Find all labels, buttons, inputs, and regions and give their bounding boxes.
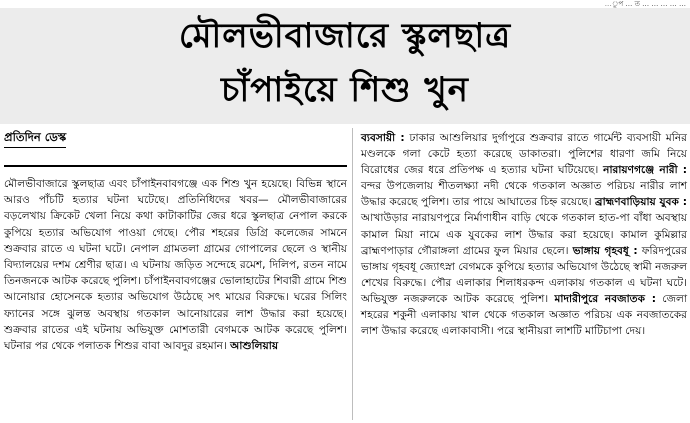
text-narayanganj: বন্দর উপজেলায় শীতলক্ষ্যা নদী থেকে গতকাল অজ্ঞাত পরিচয় নারীর লাশ উদ্ধার করেছে পুলিশ। তার পায়ে আঘাতের চিহ্ন রয়েছে। (361, 180, 687, 209)
left-column-body (4, 176, 347, 354)
text-bhanga: ফরিদপুরের ভাঙ্গায় গৃহবধূ জ্যোৎস্না বেগমকে কুপিয়ে হত্যার অভিযোগ উঠেছে স্বামী নজরুল শেখের বিরুদ্ধে। পৌর এলাকার শিলাধরকন্দ এলাকায় গতকাল এ ঘটনা ঘটে। অভিযুক্ত নজরুলকে আটক করেছে পুলিশ। (361, 244, 687, 305)
text-businessman: ঢাকার আশুলিয়ার দুর্গাপুরে শুক্রবার রাতে গার্মেন্ট ব্যবসায়ী মনির মণ্ডলকে গলা কেটে হত্যা করেছে ডাকাতরা। পুলিশের ধারণা জমি নিয়ে বিরোধের জের ধরে প্রতিপক্ষ এ হত্যার ঘটনা ঘটিয়েছে। (361, 132, 687, 177)
left-column (4, 128, 347, 148)
column-divider (352, 128, 353, 420)
label-narayanganj: নারায়ণগঞ্জে নারী : (603, 164, 687, 177)
article-lead-text: মৌলভীবাজারে স্কুলছাত্র এবং চাঁপাইনবাবগঞ্জে এক শিশু খুন হয়েছে। বিভিন্ন স্থানে আরও পাঁচটি হত্যার ঘটনা ঘটেছে। প্রতিনিধিদের খবর— মৌলভীবাজারের বড়লেখায় ক্রিকেট খেলা নিয়ে কথা কাটাকাটির জের ধরে স্কুলছাত্র নেপাল করকে কুপিয়ে হত্যার অভিযোগ পাওয়া গেছে। পৌর শহরের ডিগ্রি কলেজের সামনে শুক্রবার রাতে এ ঘটনা ঘটে। নেপাল গ্রামতলা গ্রামের গোপালের ছেলে ও স্থানীয় বিদ্যালয়ের দশম শ্রেণীর ছাত্র। এ ঘটনায় জড়িত সন্দেহে রমেশ, দিলিপ, রতন নামে তিনজনকে আটক করেছে পুলিশ। চাঁপাইনবাবগঞ্জের ভোলাহাটের শিবারী গ্রামে শিশু আনোয়ার হোসেনকে হত্যার অভিযোগ উঠেছে সৎ মায়ের বিরুদ্ধে। ঘরের সিলিং ফ্যানের সঙ্গে ঝুলন্ত অবস্থায় গতকাল আনোয়ারের লাশ উদ্ধার করা হয়েছে। শুক্রবার রাতের এই ঘটনায় অভিযুক্ত মোশতারী বেগমকে আটক করেছে পুলিশ। ঘটনার পর থেকে পলাতক শিশুর বাবা আবদুর রহমান। (4, 178, 347, 353)
label-madaripur: মাদারীপুরে নবজাতক : (554, 292, 656, 305)
label-bhanga: ভাঙ্গায় গৃহবধূ : (572, 244, 638, 257)
text-madaripur: জেলা শহরের শকুনী এলাকায় খাল থেকে গতকাল অজ্ঞাত পরিচয় এক নবজাতকের লাশ উদ্ধার করেছে এলাকাবাসী। পরে স্থানীয়রা লাশটি মাটিচাপা দেয়। (361, 292, 688, 338)
label-brahmanbaria: ব্রাহ্মণবাড়িয়ায় যুবক : (595, 196, 687, 209)
section-label-ashulia: আশুলিয়ায় (230, 340, 279, 353)
headline-line-1: মৌলভীবাজারে স্কুলছাত্র (178, 16, 512, 56)
byline-rule (4, 165, 347, 167)
right-column (361, 130, 687, 339)
cropped-top-text: …ুপ … ত … … … … … (604, 0, 686, 8)
text-brahmanbaria: আখাউড়ার নারায়ণপুরে নির্মাণাধীন বাড়ি থেকে গতকাল হাত-পা বাঁধা অবস্থায় কামাল মিয়া নামে এক যুবকের লাশ উদ্ধার করা হয়েছে। কামাল কুমিল্লার ব্রাহ্মণপাড়ার গৌরাঙ্গলা গ্রামের ফুল মিয়ার ছেলে। (361, 212, 687, 257)
top-edge (0, 0, 690, 8)
label-businessman: ব্যবসায়ী : (361, 132, 405, 144)
byline: প্রতিদিন ডেস্ক (4, 128, 66, 148)
headline-line-2: চাঁপাইয়ে শিশু খুন (221, 70, 469, 110)
